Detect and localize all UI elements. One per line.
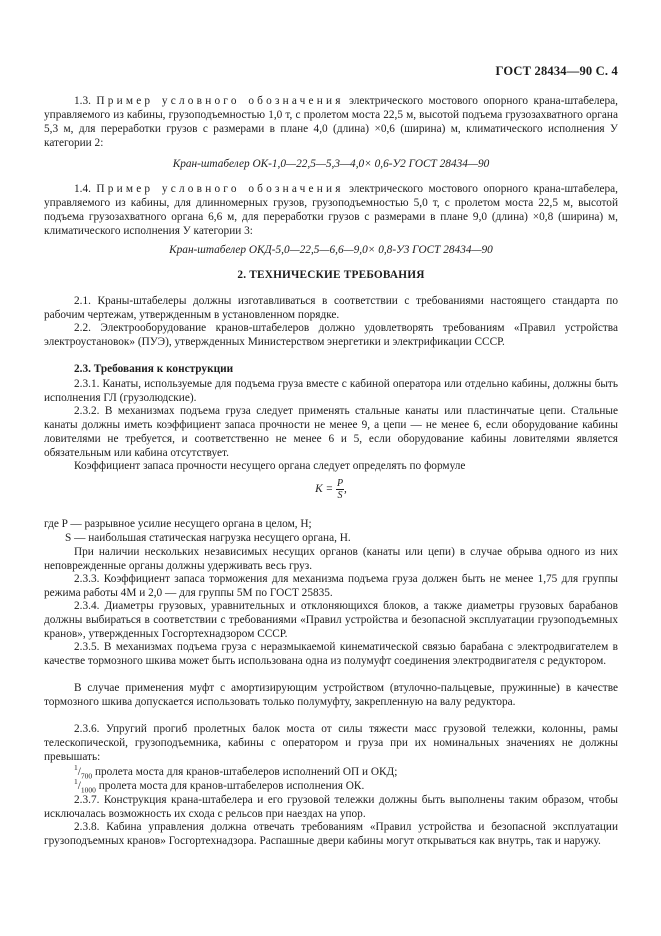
formula-tail: , bbox=[344, 483, 347, 496]
document-header: ГОСТ 28434—90 С. 4 bbox=[495, 64, 618, 78]
paragraph-1-4 bbox=[44, 182, 618, 238]
paragraph-text: 2.3.7. Конструкция крана-штабелера и его грузовой тележки должны быть выполнены таким образом, чтобы исключалась возможность их схода с рельсов при наездах на упор. bbox=[44, 794, 618, 821]
paragraph-text: 2.3.8. Кабина управления должна отвечать требованиям «Правил устройства и безопасной эксплуатации грузоподъемных кранов» Госгортехнадзора. Распашные двери кабины могут открываться как внутрь, так и наружу. bbox=[44, 821, 618, 848]
paragraph-2-3-5-b bbox=[44, 681, 618, 709]
paragraph-2-3-2 bbox=[44, 404, 618, 460]
where-p bbox=[44, 517, 618, 531]
list-item-text: пролета моста для кранов-штабелеров исполнений ОП и ОКД; bbox=[92, 766, 398, 778]
paragraph-text: Коэффициент запаса прочности несущего органа следует определять по формуле bbox=[74, 460, 466, 472]
paragraph-2-3 bbox=[44, 362, 618, 376]
paragraph-2-3-2-c bbox=[44, 545, 618, 573]
subsection-heading: 2.3. Требования к конструкции bbox=[74, 363, 234, 375]
paragraph-text: электрического мостового опорного крана-штабелера, управляемого из кабины, для длинномерных грузов, грузоподъемностью 5,0 т, с пролетом моста 22,5 м, высотой подъема грузозахватного органа 6,6 м, для переработки грузов с размерами в плане 9,0 (длина) ×0,8 (ширина) м, климатического исполнения У категории 3: bbox=[44, 183, 619, 238]
example-label: Пример условного обозначения bbox=[96, 183, 344, 195]
paragraph-2-3-6 bbox=[44, 722, 618, 764]
fraction-numerator: 1 bbox=[74, 777, 78, 787]
example-label: Пример условного обозначения bbox=[96, 95, 344, 107]
paragraph-text: 2.3.5. В механизмах подъема груза с неразмыкаемой кинематической связью барабана с электродвигателем в качестве тормозного шкива может быть использована одна из полумуфт соединения электродвигателя с редуктором. bbox=[44, 641, 618, 668]
fraction-denominator: 700 bbox=[80, 771, 93, 781]
paragraph-2-3-2-b bbox=[44, 459, 618, 473]
paragraph-text: При наличии нескольких независимых несущих органов (канаты или цепи) в случае обрыва одного из них неповрежденные органы должны удерживать весь груз. bbox=[44, 546, 618, 573]
fraction-denominator: 1000 bbox=[80, 785, 96, 795]
section-2 bbox=[44, 268, 618, 282]
paragraph-1-3 bbox=[44, 94, 618, 150]
formula-numerator: P bbox=[336, 478, 344, 489]
variable-definition: где P — разрывное усилие несущего органа в целом, Н; bbox=[44, 518, 312, 530]
designation-text: Кран-штабелер ОКД-5,0—22,5—6,6—9,0× 0,8-У3 ГОСТ 28434—90 bbox=[169, 244, 493, 256]
paragraph-number: 1.3. bbox=[74, 95, 91, 107]
paragraph-2-3-1 bbox=[44, 377, 618, 405]
paragraph-text: В случае применения муфт с амортизирующим устройством (втулочно-пальцевые, пружинные) в качестве тормозного шкива допускается использовать только полумуфту, закрепленную на валу редуктора. bbox=[44, 682, 618, 709]
designation-text: Кран-штабелер ОК-1,0—22,5—5,3—4,0× 0,6-У2 ГОСТ 28434—90 bbox=[172, 158, 490, 170]
paragraph-number: 1.4. bbox=[74, 183, 91, 195]
paragraph-2-3-7 bbox=[44, 793, 618, 821]
paragraph-text: 2.2. Электрооборудование кранов-штабелеров должно удовлетворять требованиям «Правил устройства электроустановок» (ПУЭ), утвержденных Министерством энергетики и электрификации СССР. bbox=[44, 322, 618, 349]
paragraph-2-1 bbox=[44, 294, 618, 322]
deflection-limit-op-okd: $^1/_{700}$ пролета моста для кранов-штабелеров исполнений ОП и ОКД; bbox=[74, 763, 398, 781]
paragraph-text: 2.1. Краны-штабелеры должны изготавливаться в соответствии с требованиями настоящего стандарта по рабочим чертежам, утвержденным в установленном порядке. bbox=[44, 295, 618, 322]
paragraph-text: электрического мостового опорного крана-штабелера, управляемого из кабины, грузоподъемностью 1,0 т, с пролетом моста 22,5 м, высотой подъема грузозахватного органа 5,3 м, для переработки грузов с размерами в плане 4,0 (длина) ×0,6 (ширина) м, климатического исполнения У категории 2: bbox=[44, 95, 619, 150]
variable-definition: S — наибольшая статическая нагрузка несущего органа, Н. bbox=[65, 532, 351, 544]
deflection-limit-ok: $^1/_{1000}$ пролета моста для кранов-штабелеров исполнения ОК. bbox=[74, 777, 365, 795]
section-title: 2. ТЕХНИЧЕСКИЕ ТРЕБОВАНИЯ bbox=[237, 269, 425, 281]
formula-denominator: S bbox=[337, 490, 343, 501]
paragraph-text: 2.3.6. Упругий прогиб пролетных балок моста от силы тяжести масс грузовой тележки, колонны, рамы телескопической, грузоподъемника, кабины с оператором и груза при их номинальных значениях не должны превышать: bbox=[44, 723, 618, 764]
fraction-numerator: 1 bbox=[74, 763, 78, 773]
paragraph-text: 2.3.4. Диаметры грузовых, уравнительных и отклоняющихся блоков, а также диаметры грузовых барабанов должны выбираться в соответствии с требованиями «Правил устройства и безопасной эксплуатации грузоподъемных кранов», утвержденных Госгортехнадзором СССР. bbox=[44, 600, 618, 641]
list-item-text: пролета моста для кранов-штабелеров исполнения ОК. bbox=[95, 780, 365, 792]
paragraph-text: 2.3.3. Коэффициент запаса торможения для механизма подъема груза должен быть не менее 1,75 для группы режима работы 4М и 2,0 — для группы 5М по ГОСТ 25835. bbox=[44, 573, 618, 600]
formula-fraction bbox=[336, 478, 344, 501]
paragraph-2-3-5 bbox=[44, 640, 618, 668]
paragraph-2-3-3 bbox=[44, 572, 618, 600]
paragraph-2-3-8 bbox=[44, 820, 618, 848]
formula-k bbox=[44, 478, 618, 501]
paragraph-text: 2.3.2. В механизмах подъема груза следует применять стальные канаты или пластинчатые цепи. Стальные канаты должны иметь коэффициент запаса прочности не менее 9, а цепи — не менее 6, если оборудование кабины ловителями не требуется, и соответственно не менее 6 и 5, если оборудование кабины ловителями является обязательным или кабина отсутствует. bbox=[44, 405, 618, 460]
designation-1-3 bbox=[44, 157, 618, 171]
designation-1-4 bbox=[44, 243, 618, 257]
formula-lhs: K = bbox=[315, 483, 334, 496]
paragraph-text: 2.3.1. Канаты, используемые для подъема груза вместе с кабиной оператора или отдельно кабины, должны быть исполнения ГЛ (грузолюдские). bbox=[44, 378, 618, 405]
where-s bbox=[44, 531, 618, 545]
paragraph-2-3-4 bbox=[44, 599, 618, 641]
paragraph-2-2 bbox=[44, 321, 618, 349]
